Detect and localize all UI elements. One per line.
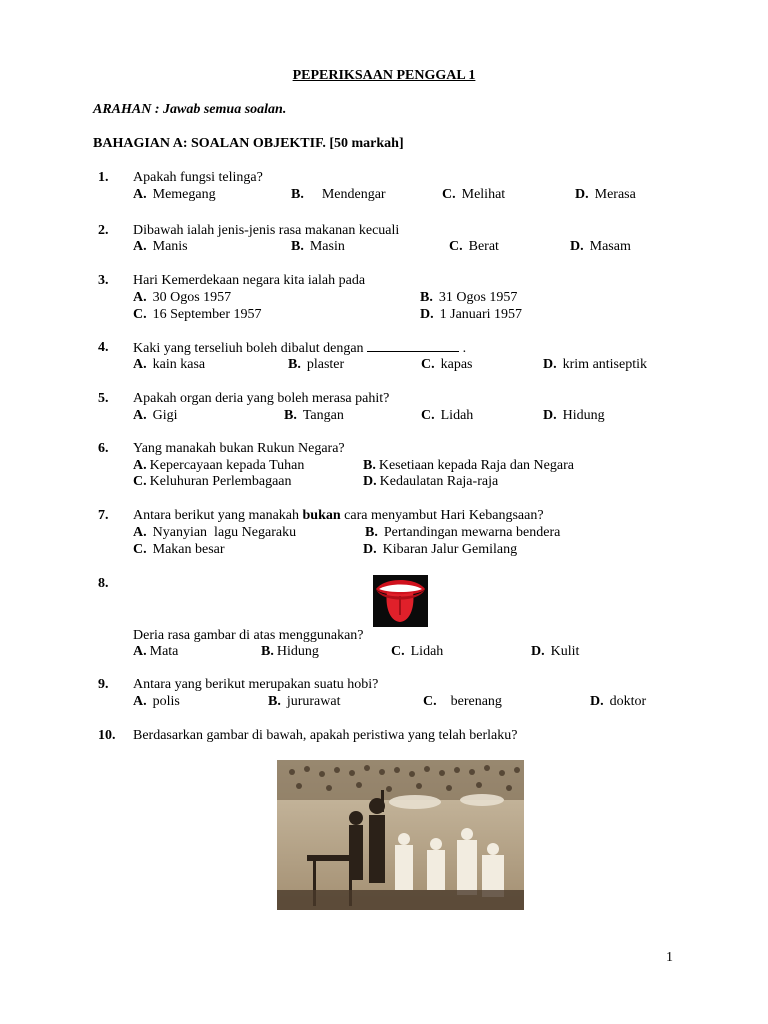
- question-text: Apakah fungsi telinga?: [133, 170, 263, 185]
- option-c[interactable]: C. kapas: [421, 357, 473, 372]
- question-number: 4.: [98, 340, 109, 355]
- option-c[interactable]: C. Lidah: [391, 644, 444, 659]
- option-c[interactable]: C. Melihat: [442, 187, 506, 202]
- question-number: 2.: [98, 223, 109, 238]
- option-c[interactable]: C. Makan besar: [133, 542, 225, 557]
- option-b[interactable]: B. 31 Ogos 1957: [420, 290, 518, 305]
- option-c[interactable]: C. 16 September 1957: [133, 307, 262, 322]
- option-b[interactable]: B. Hidung: [261, 644, 319, 659]
- exam-title: PEPERIKSAAN PENGGAL 1: [292, 68, 476, 83]
- option-a[interactable]: A. Memegang: [133, 187, 216, 202]
- question-text: Dibawah ialah jenis-jenis rasa makanan kecuali: [133, 223, 400, 238]
- historical-photo-icon: [277, 760, 524, 910]
- question-text: Deria rasa gambar di atas menggunakan?: [133, 628, 364, 643]
- question-number: 8.: [98, 576, 109, 591]
- option-d[interactable]: D. Kibaran Jalur Gemilang: [363, 542, 518, 557]
- option-c[interactable]: C. Berat: [449, 239, 499, 254]
- answer-blank: [367, 340, 459, 352]
- option-d[interactable]: D. Hidung: [543, 408, 605, 423]
- question-number: 7.: [98, 508, 109, 523]
- option-c[interactable]: C. berenang: [423, 694, 502, 709]
- question-text: Antara berikut yang manakah bukan cara menyambut Hari Kebangsaan?: [133, 508, 544, 523]
- tongue-icon: [373, 575, 428, 627]
- option-a[interactable]: A. Kepercayaan kepada Tuhan: [133, 458, 305, 473]
- question-text: Antara yang berikut merupakan suatu hobi?: [133, 677, 379, 692]
- question-number: 5.: [98, 391, 109, 406]
- option-a[interactable]: A. kain kasa: [133, 357, 206, 372]
- question-number: 6.: [98, 441, 109, 456]
- option-d[interactable]: D. Kedaulatan Raja-raja: [363, 474, 499, 489]
- option-b[interactable]: B. Pertandingan mewarna bendera: [365, 525, 561, 540]
- tongue-image: [373, 575, 428, 627]
- question-text: Kaki yang terseliuh boleh dibalut dengan .: [133, 341, 467, 356]
- option-a[interactable]: A. Nyanyian lagu Negaraku: [133, 525, 297, 540]
- independence-photo: [277, 760, 524, 910]
- question-number: 9.: [98, 677, 109, 692]
- question-text: Hari Kemerdekaan negara kita ialah pada: [133, 273, 366, 288]
- option-a[interactable]: A. Mata: [133, 644, 179, 659]
- option-d[interactable]: D. Merasa: [575, 187, 636, 202]
- question-number: 3.: [98, 273, 109, 288]
- question-number: 1.: [98, 170, 109, 185]
- option-d[interactable]: D. 1 Januari 1957: [420, 307, 523, 322]
- option-c[interactable]: C. Keluhuran Perlembagaan: [133, 474, 292, 489]
- option-d[interactable]: D. Kulit: [531, 644, 580, 659]
- option-a[interactable]: A. Manis: [133, 239, 188, 254]
- option-b[interactable]: B. Mendengar: [291, 187, 386, 202]
- page-number: 1: [666, 950, 673, 965]
- option-b[interactable]: B. Kesetiaan kepada Raja dan Negara: [363, 458, 574, 473]
- option-d[interactable]: D. doktor: [590, 694, 647, 709]
- option-b[interactable]: B. Masin: [291, 239, 345, 254]
- option-a[interactable]: A. polis: [133, 694, 180, 709]
- option-c[interactable]: C. Lidah: [421, 408, 474, 423]
- option-d[interactable]: D. krim antiseptik: [543, 357, 648, 372]
- question-number: 10.: [98, 728, 116, 743]
- question-text: Yang manakah bukan Rukun Negara?: [133, 441, 345, 456]
- instructions: ARAHAN : Jawab semua soalan.: [93, 102, 287, 117]
- option-d[interactable]: D. Masam: [570, 239, 631, 254]
- option-a[interactable]: A. Gigi: [133, 408, 178, 423]
- section-heading: BAHAGIAN A: SOALAN OBJEKTIF. [50 markah]: [93, 136, 404, 151]
- option-b[interactable]: B. jururawat: [268, 694, 341, 709]
- question-text: Berdasarkan gambar di bawah, apakah peristiwa yang telah berlaku?: [133, 728, 518, 743]
- option-a[interactable]: A. 30 Ogos 1957: [133, 290, 232, 305]
- question-text: Apakah organ deria yang boleh merasa pahit?: [133, 391, 390, 406]
- option-b[interactable]: B. Tangan: [284, 408, 344, 423]
- option-b[interactable]: B. plaster: [288, 357, 345, 372]
